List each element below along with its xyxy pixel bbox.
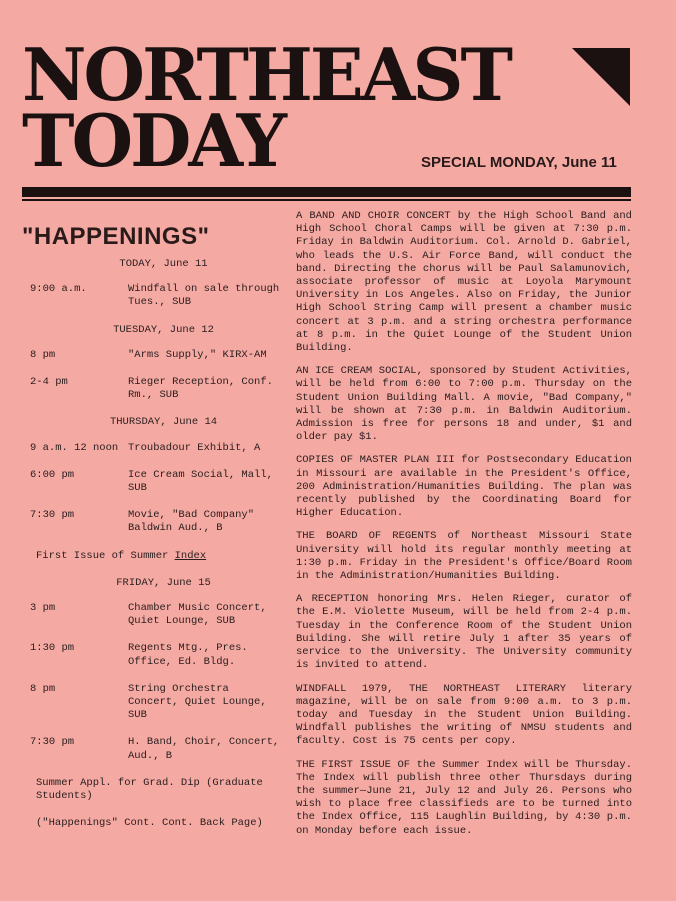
news-lead: AN ICE CREAM SOCIAL: [296, 365, 417, 378]
event-row: [30, 509, 285, 535]
masthead-line-1: NORTHEAST: [22, 32, 511, 117]
event-row: [30, 602, 285, 628]
event-time: 8 pm: [30, 682, 56, 695]
news-text: by the High School Band and High School Choral Camps will be given at 7:30 p.m. Friday in Baldwin Auditorium. Col. Arnold D. Gabriel, who leads the U.S. Air Force Band, will conduct the band. Directing the chorus will be Paul Salamunovich, associate professor of music at Loyola Marymount University in Los Angeles. Also on Friday, the Junior High School String Camp will present a chamber music concert at 3 p.m. and a string orchestra performance at 8 p.m. in the Quiet Lounge of the Student Union Building.: [296, 210, 632, 355]
event-row: [30, 376, 285, 402]
continued-note: ("Happenings" Cont. Cont. Back Page): [36, 817, 263, 830]
event-description: Regents Mtg., Pres. Office, Ed. Bldg.: [128, 642, 248, 668]
event-time: 9:00 a.m.: [30, 283, 87, 296]
event-description: Movie, "Bad Company" Baldwin Aud., B: [128, 509, 255, 535]
news-item: [296, 530, 632, 583]
header-rule-thin: [22, 199, 631, 201]
news-lead: A BAND AND CHOIR CONCERT: [296, 210, 451, 222]
news-item: [296, 454, 632, 520]
note: Summer Appl. for Grad. Dip (Graduate Students): [36, 776, 263, 803]
event-row: [30, 442, 285, 455]
news-text: honoring Mrs. Helen Rieger, curator of the E.M. Violette Museum, will be held from 2-4 p.m. Tuesday in the Conference Room of the Student Union Building. She will retire July 1 after 35 years of service to the University. The University community is invited to attend.: [296, 593, 632, 672]
happenings-title: "HAPPENINGS": [22, 223, 210, 250]
first-issue-note: [36, 550, 285, 563]
event-row: [30, 642, 285, 668]
news-item: [296, 365, 632, 444]
event-row: [30, 283, 285, 309]
event-time: 7:30 pm: [30, 509, 75, 522]
event-time: 7:30 pm: [30, 736, 75, 749]
news-lead: COPIES OF MASTER PLAN III: [296, 454, 455, 467]
index-link: Index: [174, 549, 207, 562]
event-description: Windfall on sale through Tues., SUB: [128, 283, 280, 309]
event-time: 9 a.m. 12 noon: [30, 441, 119, 454]
day-heading: THURSDAY, June 14: [109, 416, 218, 429]
event-description: Rieger Reception, Conf. Rm., SUB: [128, 376, 273, 402]
day-heading: TODAY, June 11: [119, 258, 208, 270]
event-time: 8 pm: [30, 348, 56, 361]
news-lead: A RECEPTION: [296, 593, 369, 606]
news-text: literary magazine, will be on sale from 9:00 a.m. to 3 p.m. today and Tuesday in the Student Union Building. Windfall publishes the writing of NMSU students and faculty. Cost is 75 cents per copy.: [296, 682, 632, 748]
event-row: [30, 349, 285, 362]
event-description: Troubadour Exhibit, A: [128, 441, 261, 454]
issue-date: SPECIAL MONDAY, June 11: [421, 154, 617, 171]
news-item: [296, 593, 632, 672]
event-row: [30, 469, 285, 495]
day-heading: FRIDAY, June 15: [116, 576, 211, 589]
event-time: 1:30 pm: [30, 642, 75, 655]
news-item: [296, 683, 632, 749]
event-time: 2-4 pm: [30, 376, 68, 389]
event-row: [30, 683, 285, 723]
news-lead: WINDFALL 1979, THE NORTHEAST LITERARY: [296, 682, 567, 695]
event-row: [30, 736, 285, 762]
event-description: String Orchestra Concert, Quiet Lounge, SUB: [128, 682, 267, 722]
news-text: of Northeast Missouri State University will hold its regular monthly meeting at 1:30 p.m. Friday in the President's Office/Board Room in the Administration/Humanities Building.: [296, 530, 632, 583]
news-text: the Summer Index will be Thursday. The Index will publish three other Thursdays during the summer—June 21, July 12 and July 26. Persons who wish to place free classifieds are to be turned into the Index Office, 115 Laughlin Building, by 4:30 p.m. on Monday before each issue.: [296, 758, 632, 837]
news-item: [296, 210, 632, 355]
news-lead: THE BOARD OF REGENTS: [296, 530, 437, 543]
event-time: 6:00 pm: [30, 468, 75, 481]
first-issue-prefix: First Issue of Summer: [36, 549, 175, 562]
event-description: Chamber Music Concert, Quiet Lounge, SUB: [128, 602, 267, 628]
day-heading: TUESDAY, June 12: [113, 323, 214, 336]
header-rule: [22, 187, 631, 197]
corner-triangle-icon: [572, 48, 630, 106]
news-column: [296, 210, 632, 848]
news-text: , sponsored by Student Activities, will be held from 6:00 to 7:00 p.m. Thursday on the Student Union Building Mall. A movie, "Bad Company," will be shown at 7:30 p.m. in Baldwin Auditorium. Admission is free for persons 18 and under, $1 and older pay $1.: [296, 365, 632, 444]
event-description: Ice Cream Social, Mall, SUB: [128, 468, 273, 495]
event-description: "Arms Supply," KIRX-AM: [128, 348, 267, 361]
happenings-column: [30, 258, 285, 844]
news-text: for Postsecondary Education in Missouri are available in the President's Office, 200 Administration/Humanities Building. The plan was recently published by the Coordinating Board for Higher Education.: [296, 454, 632, 520]
event-description: H. Band, Choir, Concert, Aud., B: [128, 736, 280, 762]
news-item: [296, 759, 632, 838]
masthead-line-2: TODAY: [22, 98, 285, 183]
event-time: 3 pm: [30, 602, 56, 615]
news-lead: THE FIRST ISSUE OF: [296, 758, 411, 771]
